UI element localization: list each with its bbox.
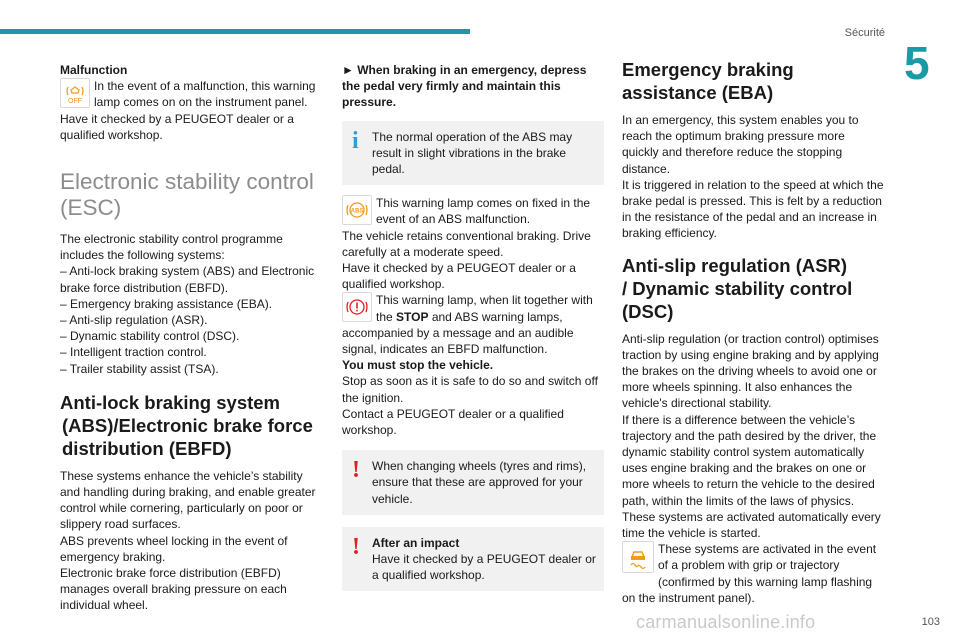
warning-note-impact <box>342 527 604 592</box>
eba-text-1: In an emergency, this system enables you to reach the optimum braking pressure more quickly and therefore reduce the stopping distance. <box>622 113 859 176</box>
abs-warning-icon <box>342 195 372 225</box>
esc-off-warning-icon <box>60 78 90 108</box>
eba-text-2: It is triggered in relation to the speed at which the brake pedal is pressed. This is felt by a reduction in the resistance of the pedal and an increase in braking efficiency. <box>622 177 884 241</box>
must-stop-text: You must stop the vehicle. <box>342 358 494 373</box>
esc-list-item: – Emergency braking assistance (EBA). <box>60 296 273 311</box>
abs-lamp-text-2: The vehicle retains conventional braking. Drive carefully at a moderate speed. <box>342 228 591 259</box>
asr-lamp-text: These systems are activated in the event of a problem with grip or trajectory (confirmed by this warning lamp flashing on the instrument panel). <box>622 542 877 605</box>
ebfd-text-stop: STOP <box>396 309 429 324</box>
eba-heading-line1: Emergency braking <box>622 59 794 80</box>
emergency-braking-instruction: ► When braking in an emergency, depress the pedal very firmly and maintain this pressure. <box>342 63 587 110</box>
malfunction-check-text: Have it checked by a PEUGEOT dealer or a qualified workshop. <box>60 111 294 142</box>
abs-heading-line2: (ABS)/Electronic brake force <box>62 414 313 436</box>
ebfd-warning <box>342 292 604 357</box>
abs-text-2: ABS prevents wheel locking in the event of emergency braking. <box>60 533 288 564</box>
abs-warning <box>342 195 604 227</box>
contact-instruction: Contact a PEUGEOT dealer or a qualified workshop. <box>342 406 564 438</box>
asr-text-3: These systems are activated automatically every time the vehicle is started. <box>622 509 881 541</box>
impact-text: Have it checked by a PEUGEOT dealer or a qualified workshop. <box>372 552 596 583</box>
esc-list-item: – Anti-lock braking system (ABS) and Electronic brake force distribution (EBFD). <box>60 264 315 295</box>
column-left <box>60 62 322 614</box>
abs-lamp-text: This warning lamp comes on fixed in the event of an ABS malfunction. <box>376 196 591 227</box>
ebfd-text-pre: This warning lamp, when lit together with the <box>376 293 593 324</box>
esc-heading-line2: (ESC) <box>60 195 122 221</box>
abs-lamp-text-3: Have it checked by a PEUGEOT dealer or a qualified workshop. <box>342 261 576 292</box>
esc-list-item: – Trailer stability assist (TSA). <box>60 361 219 376</box>
info-note-text: The normal operation of the ABS may result in slight vibrations in the brake pedal. <box>372 129 573 177</box>
asr-text-1: Anti-slip regulation (or traction control) optimises traction by using engine braking and by applying the brakes on the driving wheels to avoid one or more wheels spinning. It also enhances the vehicle's directional stability. <box>622 331 879 411</box>
eba-heading-line2: assistance (EBA) <box>622 82 774 103</box>
abs-text-3: Electronic brake force distribution (EBFD) manages overall braking pressure on each individual wheel. <box>60 566 287 613</box>
info-icon: i <box>352 127 359 154</box>
column-middle <box>342 62 604 601</box>
chapter-number: 5 <box>904 37 930 89</box>
esc-list-item: – Anti-slip regulation (ASR). <box>60 313 208 328</box>
abs-heading-line3: distribution (EBFD) <box>62 437 232 459</box>
asr-text-2: If there is a difference between the vehicle’s trajectory and the path desired by the driver, the dynamic stability control system automatically uses engine braking and the brakes on one or more wheels to return the vehicle to the desired path, within the limits of the laws of physics. <box>622 412 877 508</box>
abs-icon-label: ABS <box>350 208 364 215</box>
asr-warning <box>622 541 884 606</box>
esc-off-icon-label: OFF <box>68 98 82 106</box>
esc-list-item: – Dynamic stability control (DSC). <box>60 329 240 344</box>
section-name: Sécurité <box>844 27 885 39</box>
column-right <box>622 58 884 606</box>
abs-heading-line1: Anti-lock braking system <box>60 391 281 413</box>
eba-heading <box>622 58 884 104</box>
warning-wheels-text: When changing wheels (tyres and rims), ensure that these are approved for your vehicle. <box>372 459 587 506</box>
malfunction-heading: Malfunction <box>60 63 128 77</box>
warning-exclamation-icon: ! <box>352 457 360 484</box>
asr-heading-line2: / Dynamic stability control <box>622 277 853 299</box>
abs-text-1: These systems enhance the vehicle’s stability and handling during braking, and enable greater control while cornering, particularly on poor or slippery road surfaces. <box>60 468 316 532</box>
asr-heading-line1: Anti-slip regulation (ASR) <box>622 254 848 276</box>
stop-instruction: Stop as soon as it is safe to do so and switch off the ignition. <box>342 374 598 405</box>
abs-heading <box>60 391 322 460</box>
malfunction-text: In the event of a malfunction, this warning lamp comes on on the instrument panel. <box>94 79 316 110</box>
esc-intro: The electronic stability control programme includes the following systems: <box>60 232 283 263</box>
esc-list-item: – Intelligent traction control. <box>60 345 207 360</box>
asr-heading-line3: (DSC) <box>622 300 674 322</box>
esc-heading-line1: Electronic stability control <box>60 169 314 195</box>
ebfd-text-post: and ABS warning lamps, accompanied by a message and an audible signal, indicates an EBFD malfunction. <box>342 309 574 357</box>
info-note-abs <box>342 121 604 186</box>
asr-heading <box>622 254 884 323</box>
watermark: carmanualsonline.info <box>636 612 816 632</box>
skidding-car-icon <box>622 541 654 573</box>
warning-exclamation-icon: ! <box>352 533 360 560</box>
page-number: 103 <box>921 616 940 628</box>
header-accent-bar <box>0 29 470 34</box>
warning-note-wheels <box>342 450 604 515</box>
ebfd-lamp-text <box>342 292 604 357</box>
brake-warning-icon <box>342 292 372 322</box>
impact-heading: After an impact <box>372 535 460 550</box>
esc-heading <box>60 169 322 221</box>
malfunction-warning <box>60 78 322 110</box>
